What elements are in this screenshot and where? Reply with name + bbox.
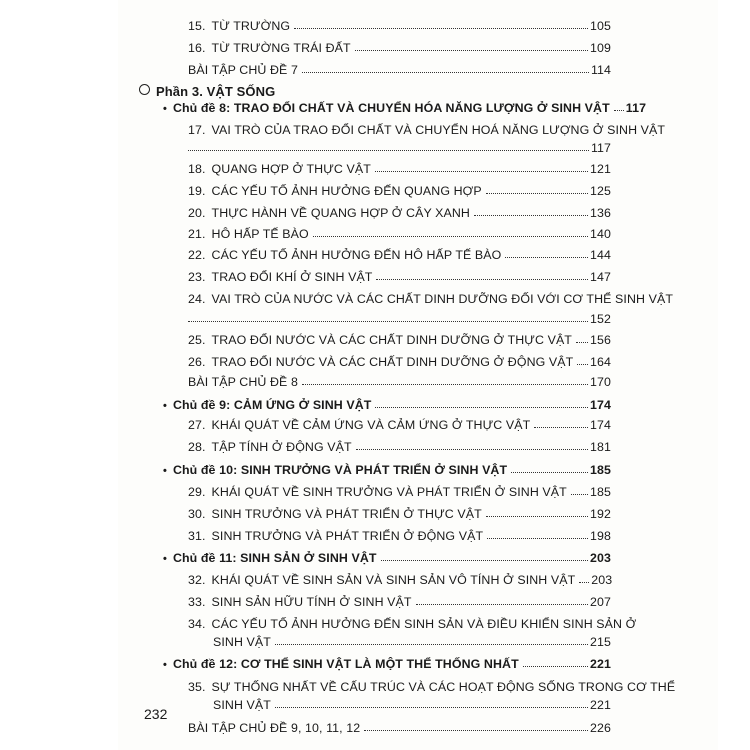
entry-number: 35. <box>188 680 206 694</box>
entry-page: 185 <box>590 485 611 499</box>
entry-number: 15. <box>188 19 206 33</box>
entry-page: 226 <box>590 721 611 735</box>
toc-entry <box>188 178 611 198</box>
toc-entry <box>188 242 611 262</box>
entry-title: TRAO ĐỔI KHÍ Ở SINH VẬT <box>211 270 373 284</box>
entry-title: SINH TRƯỞNG VÀ PHÁT TRIỂN Ở ĐỘNG VẬT <box>211 529 484 543</box>
entry-title: SINH VẬT <box>213 635 271 649</box>
part-title: Phần 3. VẬT SỐNG <box>156 84 276 99</box>
dot-leader <box>534 427 588 428</box>
entry-page: 109 <box>590 41 611 55</box>
toc-entry <box>188 501 611 521</box>
dot-leader <box>188 321 588 322</box>
entry-title: SINH VẬT <box>213 698 271 712</box>
toc-entry <box>188 156 611 176</box>
toc-entry <box>188 13 611 33</box>
entry-title: TỪ TRƯỜNG TRÁI ĐẤT <box>211 41 351 55</box>
dot-leader <box>486 193 588 194</box>
dot-leader <box>356 449 588 450</box>
entry-title: VAI TRÒ CỦA NƯỚC VÀ CÁC CHẤT DINH DƯỠNG ĐỐI VỚI CƠ THỂ SINH VẬT <box>211 292 673 306</box>
dot-leader <box>313 236 588 237</box>
entry-number: 23. <box>188 270 206 284</box>
circle-bullet-icon <box>139 84 150 95</box>
topic-title: Chủ đề 9: CẢM ỨNG Ở SINH VẬT <box>172 398 372 412</box>
dot-leader <box>376 279 588 280</box>
dot-leader <box>302 72 589 73</box>
topic-title: Chủ đề 11: SINH SẢN Ở SINH VẬT <box>172 551 377 565</box>
entry-title: SINH TRƯỞNG VÀ PHÁT TRIỂN Ở THỰC VẬT <box>211 507 482 521</box>
entry-page: 170 <box>590 375 611 389</box>
toc-entry <box>188 349 611 369</box>
topic-heading <box>163 651 611 671</box>
dot-leader <box>375 407 588 408</box>
dot-leader <box>487 538 588 539</box>
entry-title: TRAO ĐỔI NƯỚC VÀ CÁC CHẤT DINH DƯỠNG Ở ĐỘNG VẬT <box>211 355 574 369</box>
entry-number: 19. <box>188 184 206 198</box>
entry-page: 156 <box>590 333 611 347</box>
entry-title: TRAO ĐỔI NƯỚC VÀ CÁC CHẤT DINH DƯỠNG Ở THỰC VẬT <box>211 333 572 347</box>
toc-entry <box>188 674 676 694</box>
entry-title: TỪ TRƯỜNG <box>211 19 291 33</box>
topic-title: Chủ đề 12: CƠ THỂ SINH VẬT LÀ MỘT THỂ THỐNG NHẤT <box>172 657 519 671</box>
dot-leader <box>577 364 588 365</box>
entry-number: 25. <box>188 333 206 347</box>
topic-page: 174 <box>590 398 611 412</box>
bullet-icon: • <box>163 465 167 477</box>
exercise-entry <box>188 715 611 735</box>
dot-leader <box>294 28 588 29</box>
entry-page: 114 <box>590 63 611 77</box>
entry-number: 16. <box>188 41 206 55</box>
entry-page: 105 <box>590 19 611 33</box>
toc-entry <box>188 286 673 306</box>
entry-title: BÀI TẬP CHỦ ĐỀ 7 <box>188 63 298 77</box>
entry-number: 18. <box>188 162 206 176</box>
topic-title: Chủ đề 10: SINH TRƯỞNG VÀ PHÁT TRIỂN Ở SINH VẬT <box>172 463 508 477</box>
entry-page: 198 <box>590 529 611 543</box>
entry-page: 117 <box>590 141 611 155</box>
entry-title: VAI TRÒ CỦA TRAO ĐỔI CHẤT VÀ CHUYỂN HOÁ NĂNG LƯỢNG Ở SINH VẬT <box>211 123 666 137</box>
entry-title: SINH SẢN HỮU TÍNH Ở SINH VẬT <box>211 595 412 609</box>
dot-leader <box>188 150 589 151</box>
bullet-icon: • <box>163 659 167 671</box>
toc-entry-continuation <box>213 629 611 649</box>
toc-entry <box>188 523 611 543</box>
entry-page: 207 <box>590 595 611 609</box>
entry-title: TẬP TÍNH Ở ĐỘNG VẬT <box>211 440 352 454</box>
toc-entry <box>188 35 611 55</box>
toc-entry <box>188 589 611 609</box>
dot-leader <box>576 342 588 343</box>
entry-title: QUANG HỢP Ở THỰC VẬT <box>211 162 371 176</box>
dot-leader <box>375 171 588 172</box>
dot-leader <box>381 560 588 561</box>
entry-page: 215 <box>590 635 611 649</box>
toc-entry <box>188 200 611 220</box>
entry-title: KHÁI QUÁT VỀ SINH SẢN VÀ SINH SẢN VÔ TÍNH Ở SINH VẬT <box>211 573 576 587</box>
entry-title: SỰ THỐNG NHẤT VỀ CẤU TRÚC VÀ CÁC HOẠT ĐỘNG SỐNG TRONG CƠ THỂ <box>211 680 676 694</box>
bullet-icon: • <box>163 400 167 412</box>
entry-number: 34. <box>188 617 206 631</box>
entry-title: CÁC YẾU TỐ ẢNH HƯỞNG ĐẾN SINH SẢN VÀ ĐIỀU KHIỂN SINH SẢN Ở <box>211 617 637 631</box>
toc-entry <box>188 264 611 284</box>
entry-page: 121 <box>590 162 611 176</box>
entry-page: 203 <box>591 573 613 587</box>
entry-title: THỰC HÀNH VỀ QUANG HỢP Ở CÂY XANH <box>211 206 470 220</box>
entry-title: BÀI TẬP CHỦ ĐỀ 9, 10, 11, 12 <box>188 721 361 735</box>
entry-title: CÁC YẾU TỐ ẢNH HƯỞNG ĐẾN QUANG HỢP <box>211 184 482 198</box>
toc-entry-continuation <box>213 692 611 712</box>
entry-page: 147 <box>590 270 611 284</box>
dot-leader <box>364 730 588 731</box>
entry-page: 136 <box>590 206 611 220</box>
entry-number: 33. <box>188 595 206 609</box>
dot-leader <box>474 215 588 216</box>
toc-entry <box>188 434 611 454</box>
page-number: 232 <box>144 706 168 722</box>
toc-entry <box>188 412 611 432</box>
dot-leader <box>511 472 588 473</box>
entry-number: 26. <box>188 355 206 369</box>
entry-number: 30. <box>188 507 206 521</box>
entry-title: KHÁI QUÁT VỀ CẢM ỨNG VÀ CẢM ỨNG Ở THỰC VẬT <box>211 418 531 432</box>
entry-number: 22. <box>188 248 206 262</box>
topic-title: Chủ đề 8: TRAO ĐỔI CHẤT VÀ CHUYỂN HÓA NĂNG LƯỢNG Ở SINH VẬT <box>172 101 610 115</box>
entry-number: 28. <box>188 440 206 454</box>
dot-leader <box>416 604 588 605</box>
topic-heading <box>163 95 647 115</box>
entry-page: 192 <box>590 507 611 521</box>
dot-leader <box>302 384 588 385</box>
toc-entry-continuation <box>188 306 611 326</box>
toc-entry <box>188 479 611 499</box>
topic-page: 117 <box>625 101 647 115</box>
topic-heading <box>163 392 611 412</box>
topic-page: 203 <box>590 551 611 565</box>
dot-leader <box>571 494 588 495</box>
entry-title: BÀI TẬP CHỦ ĐỀ 8 <box>188 375 298 389</box>
dot-leader <box>505 257 588 258</box>
toc-entry <box>188 567 611 587</box>
dot-leader <box>579 582 589 583</box>
exercise-entry <box>188 369 611 389</box>
toc-entry <box>188 221 611 241</box>
dot-leader <box>275 644 588 645</box>
bullet-icon: • <box>163 103 167 115</box>
entry-title: KHÁI QUÁT VỀ SINH TRƯỞNG VÀ PHÁT TRIỂN Ở SINH VẬT <box>211 485 567 499</box>
entry-page: 174 <box>590 418 611 432</box>
entry-number: 24. <box>188 292 206 306</box>
exercise-entry <box>188 57 611 77</box>
entry-page: 221 <box>590 698 611 712</box>
dot-leader <box>523 666 588 667</box>
entry-title: CÁC YẾU TỐ ẢNH HƯỞNG ĐẾN HÔ HẤP TẾ BÀO <box>211 248 502 262</box>
entry-page: 144 <box>590 248 611 262</box>
entry-number: 17. <box>188 123 206 137</box>
dot-leader <box>355 50 588 51</box>
dot-leader <box>275 707 588 708</box>
entry-page: 125 <box>590 184 611 198</box>
topic-heading <box>163 545 611 565</box>
entry-number: 21. <box>188 227 206 241</box>
entry-number: 29. <box>188 485 206 499</box>
toc-entry <box>188 117 666 137</box>
topic-page: 221 <box>590 657 611 671</box>
toc-entry <box>188 327 611 347</box>
toc-entry-continuation <box>188 135 611 155</box>
entry-title: HÔ HẤP TẾ BÀO <box>211 227 309 241</box>
entry-number: 20. <box>188 206 206 220</box>
toc-entry <box>188 611 637 631</box>
entry-page: 140 <box>590 227 611 241</box>
entry-number: 27. <box>188 418 206 432</box>
entry-page: 181 <box>590 440 611 454</box>
bullet-icon: • <box>163 553 167 565</box>
entry-number: 31. <box>188 529 206 543</box>
entry-number: 32. <box>188 573 206 587</box>
dot-leader <box>486 516 588 517</box>
dot-leader <box>614 110 624 111</box>
topic-heading <box>163 457 611 477</box>
topic-page: 185 <box>590 463 611 477</box>
entry-page: 164 <box>590 355 611 369</box>
entry-page: 152 <box>590 312 611 326</box>
